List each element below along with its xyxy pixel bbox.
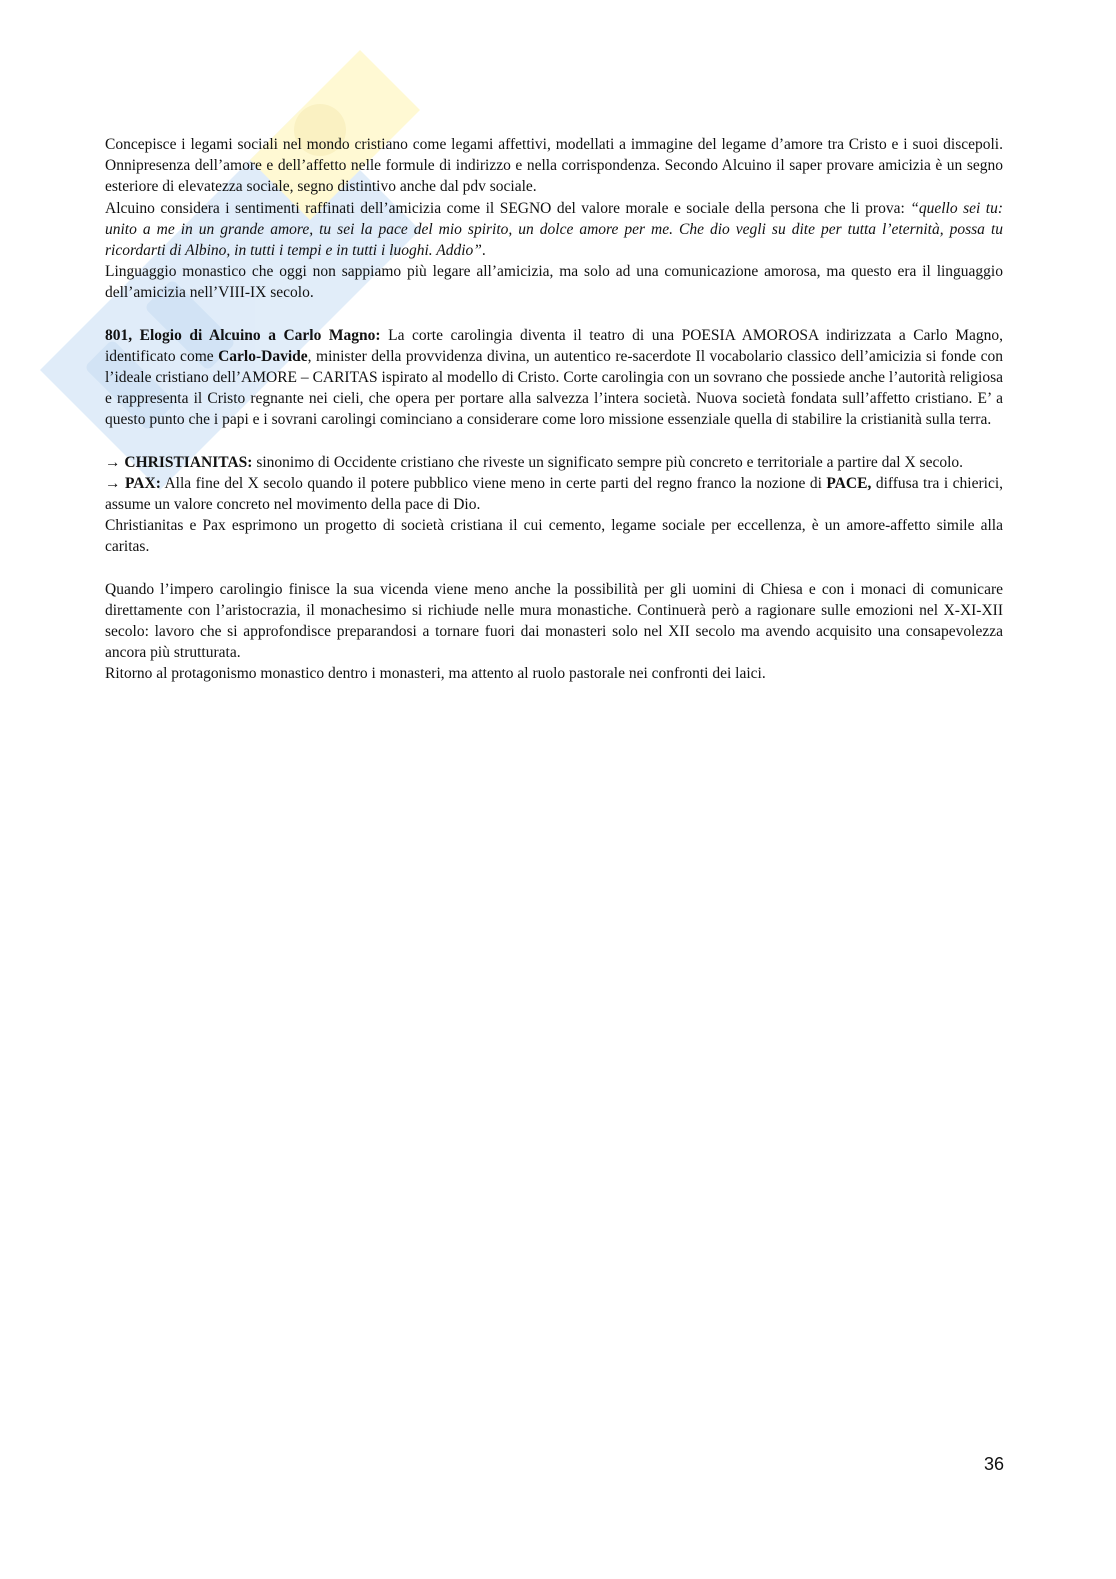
paragraph-text: Alcuino considera i sentimenti raffinati dell’amicizia come il SEGNO del valore morale e sociale della persona che li prova: <box>105 199 911 217</box>
section-heading: 801, Elogio di Alcuino a Carlo Magno: <box>105 326 381 344</box>
document-body <box>105 134 1003 685</box>
paragraph <box>105 579 1003 664</box>
alcuino-quote: “quello sei tu: unito a me in un grande amore, tu sei la pace del mio spirito, un dolce amore per me. Che dio vegli su dite per tutta l’eternità, possa tu ricordarti di Albino, in tutti i tempi e in tutti i luoghi. Addio” <box>105 199 1003 260</box>
paragraph-elogio <box>105 325 1003 431</box>
paragraph <box>105 198 1003 262</box>
paragraph-text: Quando l’impero carolingio finisce la sua vicenda viene meno anche la possibilità per gli uomini di Chiesa e con i monaci di comunicare direttamente con l’aristocrazia, il monachesimo si richiude nelle mura monastiche. Continuerà però a ragionare sulle emozioni nel X-XI-XII secolo: lavoro che si approfondisce preparandosi a tornare fuori dai monasteri solo nel XII secolo ma avendo acquisito una consapevolezza ancora più strutturata. <box>105 580 1003 662</box>
bold-term: PACE, <box>826 474 872 492</box>
bold-term: CHRISTIANITAS: <box>124 453 253 471</box>
paragraph-text: Concepisce i legami sociali nel mondo cristiano come legami affettivi, modellati a immagine del legame d’amore tra Cristo e i suoi discepoli. Onnipresenza dell’amore e dell’affetto nelle formule di indirizzo e nella corrispondenza. Secondo Alcuino il saper provare amicizia è un segno esteriore di elevatezza sociale, segno distintivo anche dal pdv sociale. <box>105 136 1003 196</box>
bold-term: PAX: <box>124 474 161 492</box>
paragraph-text: . <box>481 242 486 260</box>
page-number: 36 <box>983 1454 1004 1474</box>
paragraph-text: diffusa tra i chierici, assume un valore concreto nel movimento della pace di Dio. <box>105 474 1004 514</box>
paragraph-text: La corte carolingia diventa il teatro di una POESIA AMOROSA indirizzata a Carlo Magno, identificato come <box>105 326 1004 365</box>
bold-term: Carlo-Davide <box>218 347 308 365</box>
arrow-icon: → <box>105 474 121 492</box>
paragraph-text: Alla fine del X secolo quando il potere pubblico viene meno in certe parti del regno franco la nozione di <box>160 474 827 492</box>
paragraph <box>105 134 1003 198</box>
paragraph-text: Linguaggio monastico che oggi non sappiamo più legare all’amicizia, ma solo ad una comunicazione amorosa, ma questo era il linguaggio dell’amicizia nell’VIII-IX secolo. <box>105 263 1003 302</box>
paragraph <box>105 515 1003 557</box>
paragraph-pax <box>105 473 1003 515</box>
arrow-icon: → <box>105 453 121 471</box>
paragraph-text: Ritorno al protagonismo monastico dentro i monasteri, ma attento al ruolo pastorale nei confronti dei laici. <box>105 665 766 683</box>
paragraph-text: Christianitas e Pax esprimono un progetto di società cristiana il cui cemento, legame sociale per eccellenza, è un amore-affetto simile alla caritas. <box>105 517 1003 556</box>
paragraph <box>105 663 1003 684</box>
paragraph-christianitas <box>105 452 1003 473</box>
paragraph-text: sinonimo di Occidente cristiano che riveste un significato sempre più concreto e territoriale a partire dal X secolo. <box>252 453 964 471</box>
paragraph-text: , minister della provvidenza divina, un autentico re-sacerdote Il vocabolario classico dell’amicizia si fonde con l’ideale cristiano dell’AMORE – CARITAS ispirato al modello di Cristo. Corte carolingia con un sovrano che possiede anche l’autorità religiosa e rappresenta il Cristo regnante nei cieli, che opera per portare alla salvezza l’intera società. Nuova società fondata sull’affetto cristiano. E’ a questo punto che i papi e i sovrani carolingi cominciano a considerare come loro missione essenziale quella di stabilire la cristianità sulla terra. <box>105 347 1003 429</box>
paragraph <box>105 261 1003 303</box>
